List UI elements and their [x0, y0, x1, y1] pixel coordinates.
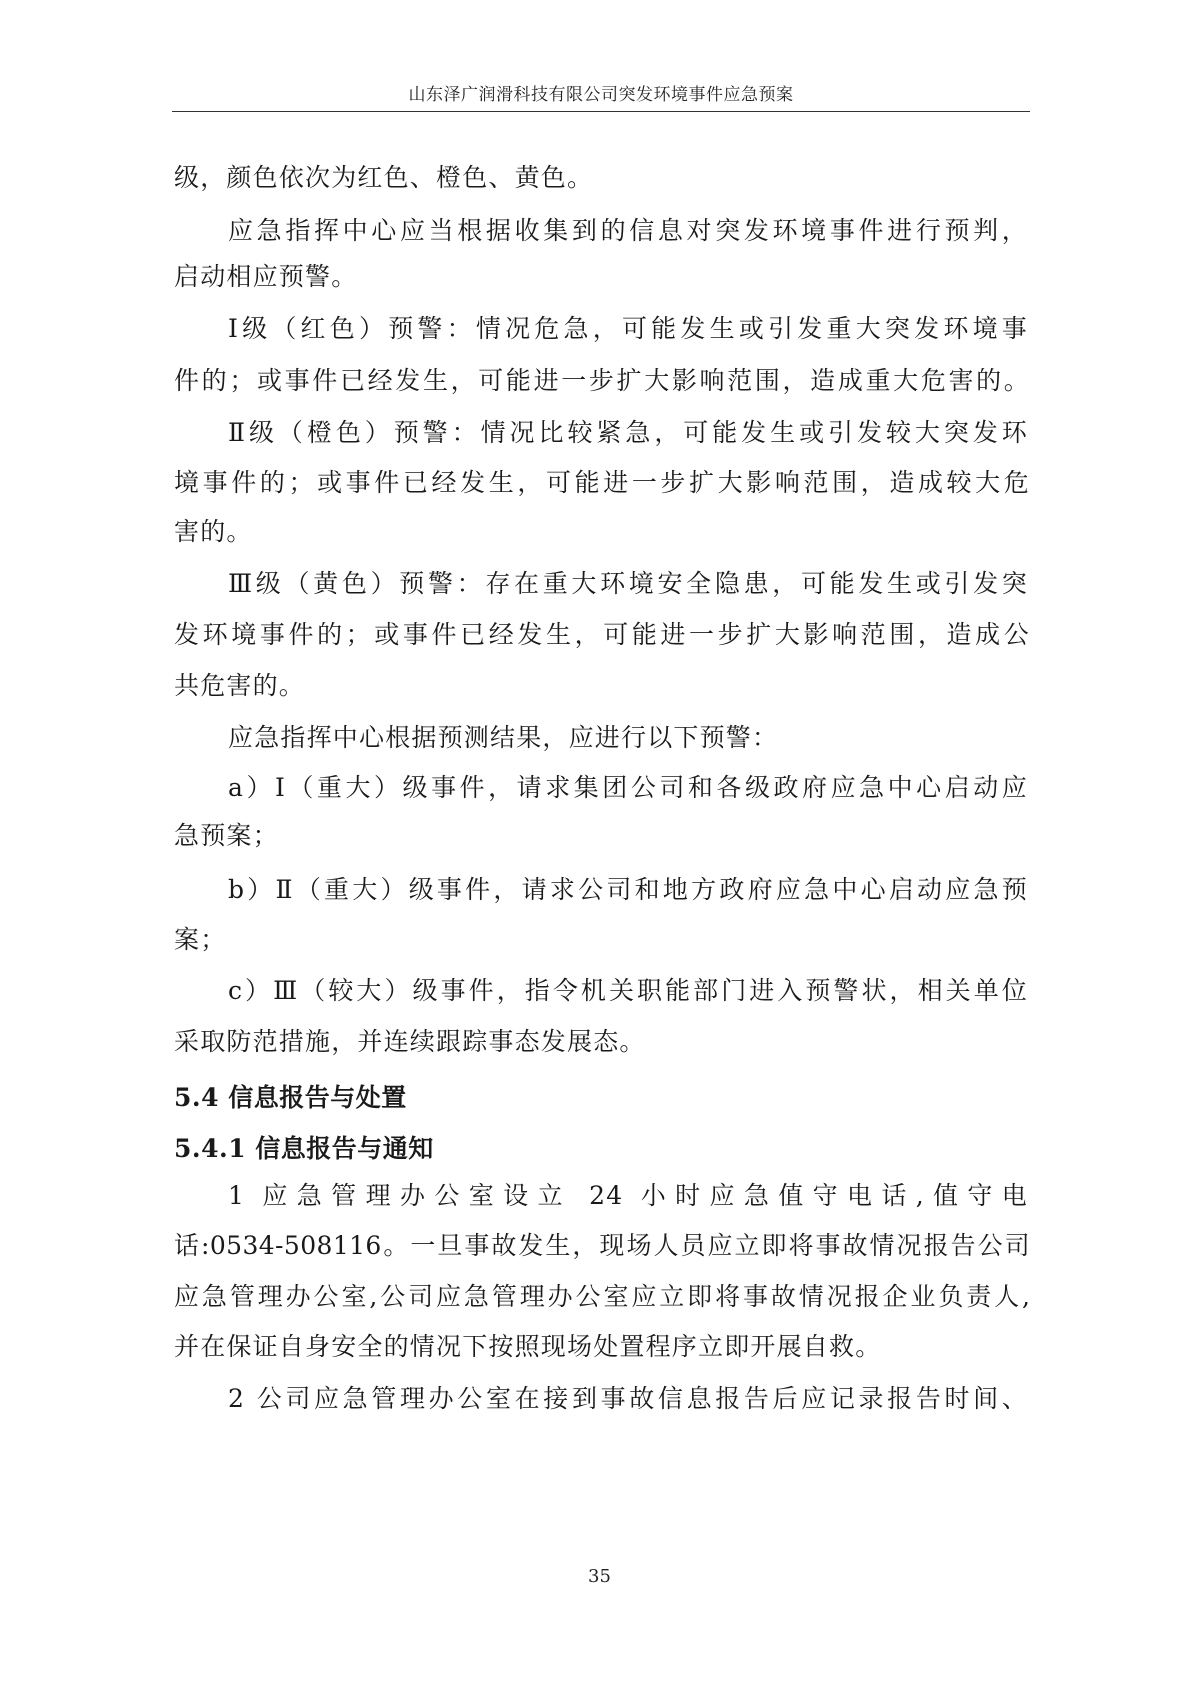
body-line: Ⅰ级（红色）预警：情况危急，可能发生或引发重大突发环境事	[228, 314, 1028, 343]
body-line: 件的；或事件已经发生，可能进一步扩大影响范围，造成重大危害的。	[174, 366, 1030, 395]
body-line: 1 应急管理办公室设立 24 小时应急值守电话,值守电	[228, 1181, 1028, 1210]
body-line: 采取防范措施，并连续跟踪事态发展态。	[174, 1027, 646, 1056]
running-header: 山东泽广润滑科技有限公司突发环境事件应急预案	[408, 85, 794, 105]
body-line: b）Ⅱ（重大）级事件，请求公司和地方政府应急中心启动应急预	[228, 875, 1028, 904]
body-line: 案；	[174, 925, 227, 954]
body-line: 2 公司应急管理办公室在接到事故信息报告后应记录报告时间、	[228, 1384, 1028, 1413]
body-line: a）Ⅰ（重大）级事件，请求集团公司和各级政府应急中心启动应	[228, 773, 1028, 802]
body-line: 话:0534-508116。一旦事故发生，现场人员应立即将事故情况报告公司	[174, 1231, 1030, 1260]
section-heading: 5.4 信息报告与处置	[174, 1083, 407, 1112]
body-line: 并在保证自身安全的情况下按照现场处置程序立即开展自救。	[174, 1332, 882, 1361]
body-line: 启动相应预警。	[174, 262, 358, 291]
body-line: 应急管理办公室,公司应急管理办公室应立即将事故情况报企业负责人,	[174, 1282, 1030, 1311]
page-number: 35	[588, 1566, 611, 1587]
subsection-heading: 5.4.1 信息报告与通知	[174, 1134, 434, 1163]
body-line: 害的。	[174, 517, 253, 546]
body-line: 急预案；	[174, 821, 279, 850]
body-line: 应急指挥中心应当根据收集到的信息对突发环境事件进行预判，	[228, 216, 1028, 245]
body-line: c）Ⅲ（较大）级事件，指令机关职能部门进入预警状，相关单位	[228, 976, 1028, 1005]
header-rule	[172, 111, 1030, 112]
body-line: 发环境事件的；或事件已经发生，可能进一步扩大影响范围，造成公	[174, 620, 1030, 649]
body-line: Ⅱ级（橙色）预警：情况比较紧急，可能发生或引发较大突发环	[228, 418, 1028, 447]
body-line: Ⅲ级（黄色）预警：存在重大环境安全隐患，可能发生或引发突	[228, 569, 1028, 598]
body-line: 共危害的。	[174, 671, 306, 700]
body-line: 级，颜色依次为红色、橙色、黄色。	[174, 163, 594, 192]
body-line: 应急指挥中心根据预测结果，应进行以下预警：	[228, 723, 779, 752]
body-line: 境事件的；或事件已经发生，可能进一步扩大影响范围，造成较大危	[174, 468, 1030, 497]
